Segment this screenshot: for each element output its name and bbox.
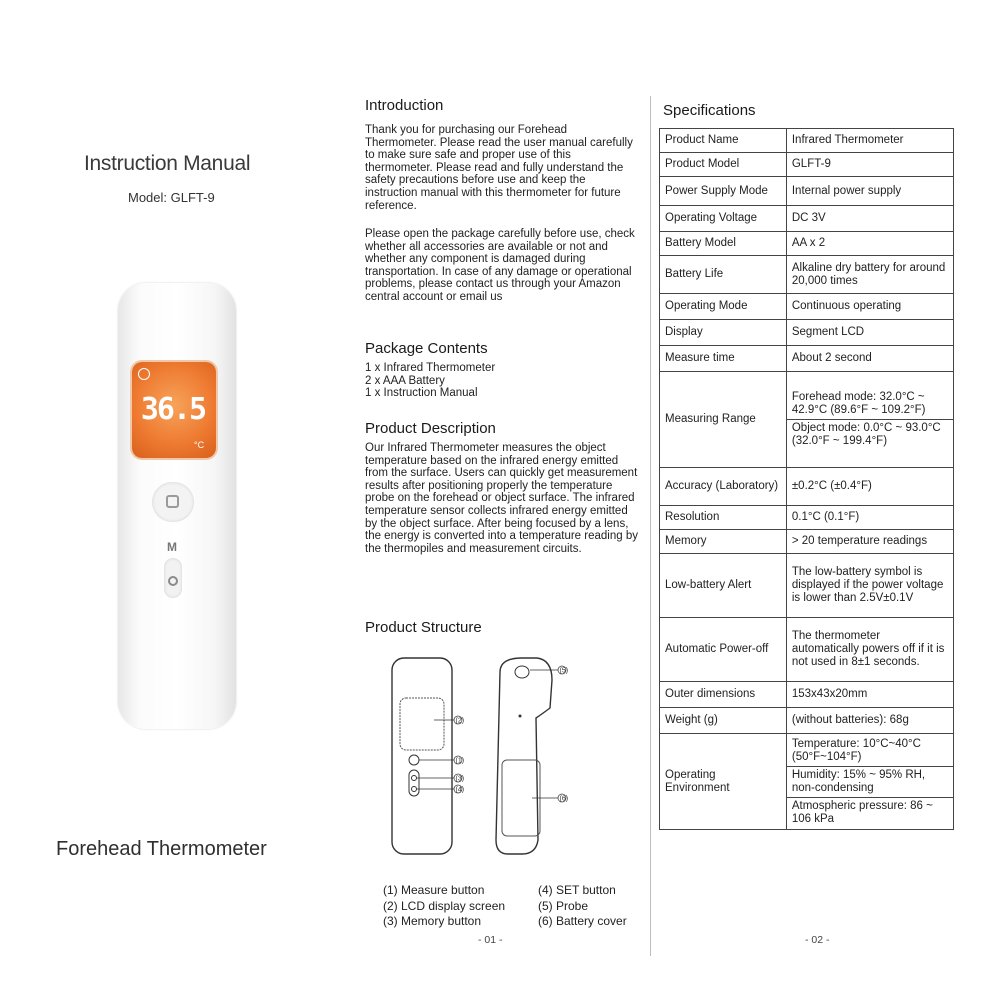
circle-button-icon: [168, 576, 178, 586]
spec-value: DC 3V: [786, 206, 953, 232]
spec-value: ±0.2°C (±0.4°F): [786, 468, 953, 506]
spec-subvalue: Temperature: 10°C~40°C (50°F~104°F): [791, 737, 921, 763]
table-row: [660, 708, 954, 734]
face-icon: [138, 368, 150, 380]
manual-title: Instruction Manual: [84, 152, 251, 175]
list-item: 2 x AAA Battery: [365, 374, 445, 387]
model-label: Model: GLFT-9: [128, 190, 215, 205]
spec-value: (without batteries): 68g: [786, 708, 953, 734]
table-row: [660, 256, 954, 294]
back-view-outline: [496, 658, 552, 854]
spec-key: Display: [660, 320, 787, 346]
spec-subvalue: Atmospheric pressure: 86 ~ 106 kPa: [787, 797, 953, 826]
spec-key: Product Model: [660, 153, 787, 177]
spec-key: Memory: [660, 530, 787, 554]
introduction-paragraph-2: Please open the package carefully before use, check whether all accessories are available or not and whether any component is damaged during transportation. In case of any damage or operational problems, please contact us through your Amazon central account or email us: [365, 228, 635, 303]
legend-item: (5) Probe: [538, 898, 589, 913]
table-row: [660, 294, 954, 320]
spec-value: Alkaline dry battery for around 20,000 times: [786, 256, 953, 294]
spec-value: Infrared Thermometer: [786, 129, 953, 153]
legend-item: (1) Measure button: [383, 883, 485, 897]
spec-value: About 2 second: [786, 346, 953, 372]
callout-label: (1): [455, 757, 465, 765]
callout-label: (4): [455, 786, 465, 794]
spec-value: Segment LCD: [786, 320, 953, 346]
spec-subvalue: Object mode: 0.0°C ~ 93.0°C (32.0°F ~ 199.4°F): [787, 419, 953, 448]
legend-item: (2) LCD display screen: [383, 898, 506, 913]
product-description-text: Our Infrared Thermometer measures the object temperature based on the infrared energy emitted from the surface. Users can quickly get measurement results after positioning properly the temperature probe on the forehead or object surface. The infrared temperature sensor collects infrared energy emitted by the object surface. After being focused by a lens, the energy is converted into a temperature reading by the thermopiles and measurement circuits.: [365, 442, 638, 555]
table-row: [660, 734, 954, 830]
spec-subvalue: Humidity: 15% ~ 95% RH, non-condensing: [787, 766, 953, 795]
product-description-heading: Product Description: [365, 420, 496, 437]
spec-value: 153x43x20mm: [786, 682, 953, 708]
spec-value: AA x 2: [786, 232, 953, 256]
legend-item: (3) Memory button: [383, 914, 482, 928]
spec-key: Measuring Range: [660, 372, 787, 468]
spec-value: [786, 734, 953, 830]
product-structure-heading: Product Structure: [365, 619, 482, 636]
lcd-unit: °C: [194, 440, 205, 450]
table-row: [660, 346, 954, 372]
lcd-outline: [400, 698, 444, 750]
spec-key: Weight (g): [660, 708, 787, 734]
spec-key: Resolution: [660, 506, 787, 530]
spec-value: > 20 temperature readings: [786, 530, 953, 554]
page-number: - 02 -: [805, 934, 830, 946]
front-view-outline: [392, 658, 452, 854]
table-row: [660, 618, 954, 682]
table-row: [660, 506, 954, 530]
measure-button-outline: [409, 755, 419, 765]
page-divider: [650, 96, 651, 956]
spec-key: Low-battery Alert: [660, 554, 787, 618]
callout-label: (2): [455, 717, 465, 725]
specifications-heading: Specifications: [663, 102, 756, 119]
spec-key: Operating Environment: [660, 734, 787, 830]
table-row: [660, 320, 954, 346]
spec-key: Automatic Power-off: [660, 618, 787, 682]
table-row: [660, 468, 954, 506]
structure-legend-left: [383, 883, 505, 930]
table-row: [660, 372, 954, 468]
button-slot-outline: [409, 770, 419, 796]
spec-key: Operating Mode: [660, 294, 787, 320]
product-name: Forehead Thermometer: [56, 838, 267, 860]
spec-key: Outer dimensions: [660, 682, 787, 708]
spec-key: Battery Model: [660, 232, 787, 256]
spec-value: The thermometer automatically powers off if it is not used in 8±1 seconds.: [786, 618, 953, 682]
memory-button-label: M: [167, 540, 177, 554]
spec-value: [786, 372, 953, 468]
spec-key: Power Supply Mode: [660, 177, 787, 206]
introduction-heading: Introduction: [365, 97, 444, 114]
callout-label: (3): [455, 775, 465, 783]
table-row: [660, 177, 954, 206]
table-row: [660, 206, 954, 232]
probe-outline: [515, 666, 529, 678]
product-structure-diagram: [372, 650, 582, 865]
spec-value: Continuous operating: [786, 294, 953, 320]
square-button-icon: [166, 495, 179, 508]
table-row: [660, 153, 954, 177]
lcd-reading: 36.5: [140, 392, 206, 427]
spec-key: Measure time: [660, 346, 787, 372]
legend-item: (6) Battery cover: [538, 914, 627, 928]
structure-legend-right: [538, 883, 627, 930]
table-row: [660, 682, 954, 708]
spec-value: 0.1°C (0.1°F): [786, 506, 953, 530]
callout-label: (6): [559, 795, 569, 803]
package-contents-list: [365, 362, 639, 400]
list-item: 1 x Infrared Thermometer: [365, 362, 496, 374]
page-number: - 01 -: [478, 934, 503, 946]
spec-value: GLFT-9: [786, 153, 953, 177]
spec-key: Accuracy (Laboratory): [660, 468, 787, 506]
table-row: [660, 232, 954, 256]
table-row: [660, 554, 954, 618]
table-row: [660, 530, 954, 554]
spec-key: Operating Voltage: [660, 206, 787, 232]
spec-key: Battery Life: [660, 256, 787, 294]
callout-label: (5): [559, 667, 569, 675]
spec-subvalue: Forehead mode: 32.0°C ~ 42.9°C (89.6°F ~ 109.2°F): [791, 391, 926, 416]
legend-item: (4) SET button: [538, 883, 616, 897]
list-item: 1 x Instruction Manual: [365, 387, 478, 400]
spec-value: Internal power supply: [786, 177, 953, 206]
package-contents-heading: Package Contents: [365, 340, 488, 357]
spec-value: The low-battery symbol is displayed if the power voltage is lower than 2.5V±0.1V: [786, 554, 953, 618]
table-row: [660, 129, 954, 153]
specifications-table: [659, 128, 954, 830]
introduction-paragraph-1: Thank you for purchasing our Forehead Thermometer. Please read the user manual carefully to make sure safe and proper use of this thermometer. Please read and fully understand the safety precautions before use and keep the instruction manual with this thermometer for future reference.: [365, 124, 633, 212]
spec-key: Product Name: [660, 129, 787, 153]
